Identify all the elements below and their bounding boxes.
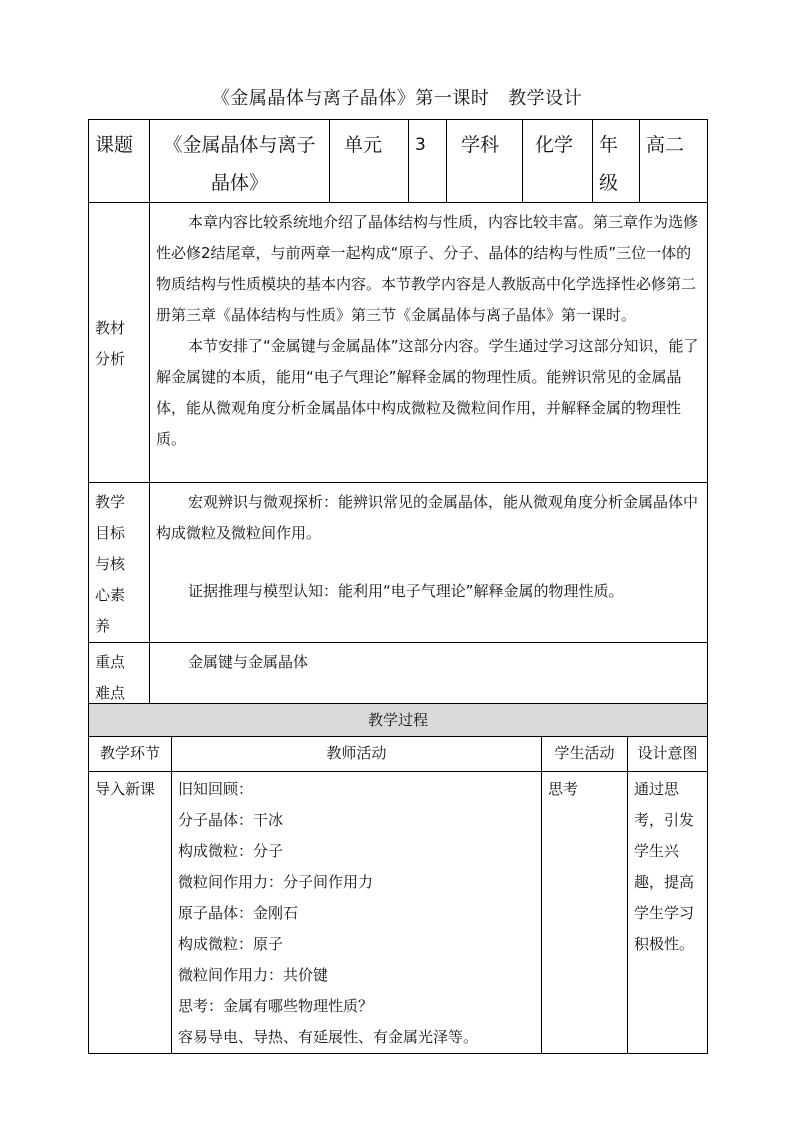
teacher-line: 微粒间作用力：共价键: [178, 966, 329, 984]
student-activity-cell: 思考: [542, 772, 628, 1054]
document-title: 《金属晶体与离子晶体》第一课时 教学设计: [211, 88, 583, 109]
teacher-line: 原子晶体：金刚石: [178, 904, 299, 922]
grade-value: 高二: [640, 120, 708, 203]
teacher-line: 容易导电、导热、有延展性、有金属光泽等。: [178, 1028, 479, 1046]
teacher-line: 微粒间作用力：分子间作用力: [178, 873, 374, 891]
material-analysis-paragraph: 本节安排了“金属键与金属晶体”这部分内容。学生通过学习这部分知识，能了解金属键的本质，能用“电子气理论”解释金属的物理性质。能辨识常见的金属晶体，能从微观角度分析金属晶体中构成微粒及微粒间作用，并解释金属的物理性质。: [156, 337, 699, 448]
column-header-stage: 教学环节: [89, 737, 172, 772]
key-points-label: 重点难点: [89, 643, 150, 710]
teacher-line: 旧知回顾：: [178, 780, 254, 798]
stage-cell: 导入新课: [89, 772, 172, 1054]
subject-label: 学科: [447, 120, 523, 203]
unit-value: 3: [409, 120, 447, 203]
teaching-process-table: [88, 703, 708, 1054]
key-points-content: [150, 643, 708, 710]
objectives-label: 教学目标与核心素养: [89, 483, 150, 643]
material-analysis-label: 教材分析: [89, 203, 150, 483]
column-header-teacher: 教师活动: [172, 737, 542, 772]
topic-label: 课题: [89, 120, 150, 203]
teacher-line: 构成微粒：分子: [178, 842, 284, 860]
teacher-line: 构成微粒：原子: [178, 935, 284, 953]
lesson-info-table: [88, 119, 708, 710]
teacher-activity-cell: [172, 772, 542, 1054]
material-analysis-content: [150, 203, 708, 483]
material-analysis-paragraph: 本章内容比较系统地介绍了晶体结构与性质，内容比较丰富。第三章作为选修性必修2结尾章，与前两章一起构成“原子、分子、晶体的结构与性质”三位一体的物质结构与性质模块的基本内容。本节教学内容是人教版高中化学选择性必修第二册第三章《晶体结构与性质》第三节《金属晶体与离子晶体》第一课时。: [156, 213, 699, 324]
topic-value: 《金属晶体与离子晶体》: [150, 120, 330, 203]
column-header-student: 学生活动: [542, 737, 628, 772]
key-points-text: 金属键与金属晶体: [188, 653, 309, 671]
design-intent-cell: 通过思考，引发学生兴趣，提高学生学习积极性。: [628, 772, 708, 1054]
column-header-intent: 设计意图: [628, 737, 708, 772]
subject-value: 化学: [523, 120, 593, 203]
process-header: 教学过程: [89, 704, 708, 737]
objectives-content: [150, 483, 708, 643]
objectives-paragraph: 宏观辨识与微观探析：能辨识常见的金属晶体，能从微观角度分析金属晶体中构成微粒及微粒间作用。: [156, 493, 699, 542]
teacher-line: 分子晶体：干冰: [178, 811, 284, 829]
teacher-line: 思考：金属有哪些物理性质？: [178, 997, 374, 1015]
unit-label: 单元: [330, 120, 409, 203]
objectives-paragraph: 证据推理与模型认知：能利用“电子气理论”解释金属的物理性质。: [188, 582, 624, 600]
grade-label: 年级: [593, 120, 640, 203]
